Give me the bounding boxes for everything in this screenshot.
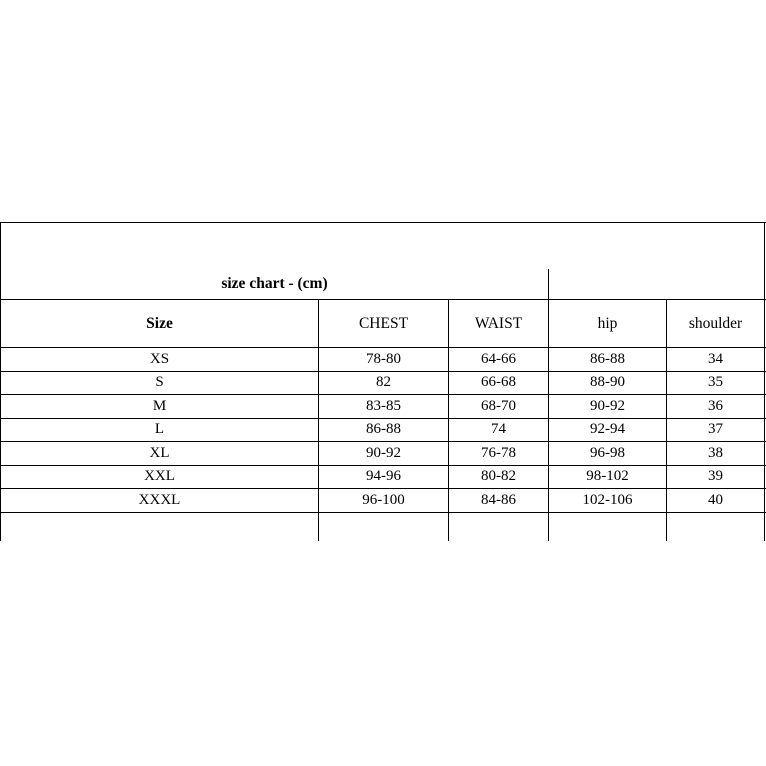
- table-spacer-top-row: [1, 223, 766, 270]
- table-header-row: [1, 300, 766, 348]
- cell-hip: 98-102: [549, 465, 667, 489]
- spacer-cell-left: [1, 223, 765, 270]
- title-filler-cell: [549, 269, 765, 300]
- cell-chest: 94-96: [319, 465, 449, 489]
- table-row: [1, 371, 766, 395]
- cell-shoulder: 40: [667, 489, 765, 513]
- table-row: [1, 348, 766, 372]
- cell-size: S: [1, 371, 319, 395]
- cell-hip: 88-90: [549, 371, 667, 395]
- column-header-shoulder: shoulder: [667, 300, 765, 348]
- spacer-bottom-hip: [549, 512, 667, 541]
- spacer-bottom-waist: [449, 512, 549, 541]
- cell-hip: 96-98: [549, 442, 667, 466]
- cell-chest: 86-88: [319, 418, 449, 442]
- cell-chest: 90-92: [319, 442, 449, 466]
- cell-waist: 64-66: [449, 348, 549, 372]
- spacer-bottom-chest: [319, 512, 449, 541]
- cell-shoulder: 35: [667, 371, 765, 395]
- cell-size: XXXL: [1, 489, 319, 513]
- column-header-hip: hip: [549, 300, 667, 348]
- chart-title: size chart - (cm): [1, 269, 549, 300]
- column-header-waist: WAIST: [449, 300, 549, 348]
- cell-chest: 83-85: [319, 395, 449, 419]
- cell-shoulder: 36: [667, 395, 765, 419]
- table-row: [1, 418, 766, 442]
- column-header-chest: CHEST: [319, 300, 449, 348]
- cell-size: XXL: [1, 465, 319, 489]
- cell-hip: 102-106: [549, 489, 667, 513]
- cell-waist: 84-86: [449, 489, 549, 513]
- cell-waist: 74: [449, 418, 549, 442]
- table-title-row: [1, 269, 766, 300]
- cell-size: M: [1, 395, 319, 419]
- size-chart-table: [0, 222, 766, 541]
- cell-size: XS: [1, 348, 319, 372]
- cell-size: XL: [1, 442, 319, 466]
- cell-shoulder: 39: [667, 465, 765, 489]
- cell-hip: 92-94: [549, 418, 667, 442]
- table-row: [1, 442, 766, 466]
- table-spacer-bottom-row: [1, 512, 766, 541]
- cell-waist: 76-78: [449, 442, 549, 466]
- cell-waist: 68-70: [449, 395, 549, 419]
- cell-hip: 86-88: [549, 348, 667, 372]
- table-row: [1, 489, 766, 513]
- cell-waist: 66-68: [449, 371, 549, 395]
- size-chart-container: [0, 222, 766, 541]
- cell-size: L: [1, 418, 319, 442]
- column-header-size: Size: [1, 300, 319, 348]
- cell-shoulder: 37: [667, 418, 765, 442]
- cell-chest: 96-100: [319, 489, 449, 513]
- table-row: [1, 395, 766, 419]
- spacer-bottom-shoulder: [667, 512, 765, 541]
- cell-shoulder: 34: [667, 348, 765, 372]
- cell-chest: 78-80: [319, 348, 449, 372]
- cell-waist: 80-82: [449, 465, 549, 489]
- table-row: [1, 465, 766, 489]
- cell-chest: 82: [319, 371, 449, 395]
- cell-shoulder: 38: [667, 442, 765, 466]
- spacer-bottom-size: [1, 512, 319, 541]
- cell-hip: 90-92: [549, 395, 667, 419]
